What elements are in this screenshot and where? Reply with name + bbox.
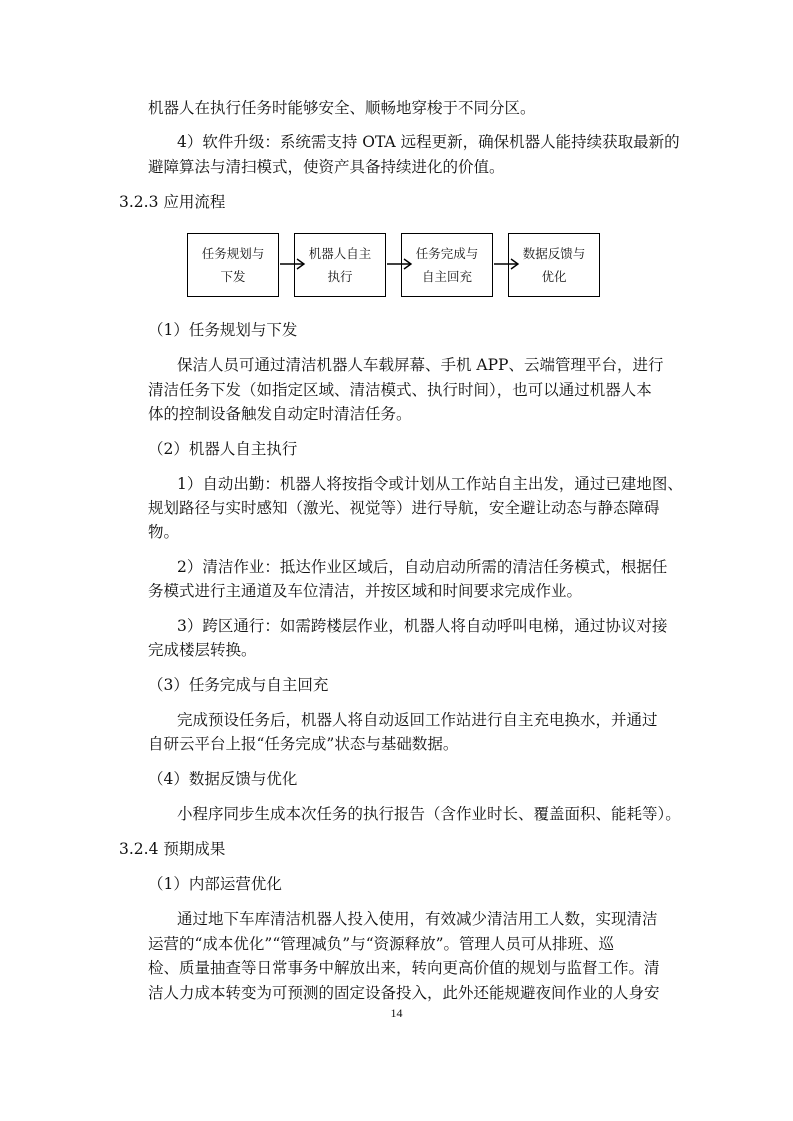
page-number: 14 bbox=[390, 1006, 403, 1020]
paragraph-line: 完成楼层转换。 bbox=[148, 641, 257, 659]
section-heading: 3.2.3 应用流程 bbox=[119, 193, 226, 211]
paragraph-line: 体的控制设备触发自动定时清洁任务。 bbox=[148, 405, 412, 423]
flow-step-1-line-2: 下发 bbox=[220, 269, 246, 284]
paragraph-line: 务模式进行主通道及车位清洁，并按区域和时间要求完成作业。 bbox=[148, 582, 583, 600]
paragraph-line: 保洁人员可通过清洁机器人车载屏幕、手机 APP、云端管理平台，进行 bbox=[177, 356, 664, 374]
paragraph-line: 3）跨区通行：如需跨楼层作业，机器人将自动呼叫电梯，通过协议对接 bbox=[177, 617, 668, 635]
paragraph-line: 物。 bbox=[148, 523, 180, 541]
paragraph-line: 通过地下车库清洁机器人投入使用，有效减少清洁用工人数，实现清洁 bbox=[177, 910, 658, 928]
flow-step-3 bbox=[401, 233, 493, 297]
flow-step-4 bbox=[508, 233, 600, 297]
paragraph-line: 清洁任务下发（如指定区域、清洁模式、执行时间），也可以通过机器人本 bbox=[148, 381, 652, 399]
flow-step-2 bbox=[294, 233, 386, 297]
paragraph-line: 4）软件升级：系统需支持 OTA 远程更新，确保机器人能持续获取最新的 bbox=[177, 133, 680, 151]
subsection-heading: （1）任务规划与下发 bbox=[148, 321, 298, 339]
paragraph-line: 运营的“成本优化”“管理减负”与“资源释放”。管理人员可从排班、巡 bbox=[148, 935, 615, 953]
flow-step-3-line-1: 任务完成与 bbox=[415, 246, 479, 261]
subsection-heading: （2）机器人自主执行 bbox=[148, 440, 298, 458]
paragraph-line: 小程序同步生成本次任务的执行报告（含作业时长、覆盖面积、能耗等）。 bbox=[177, 805, 681, 823]
flow-step-4-line-2: 优化 bbox=[541, 269, 567, 284]
section-heading: 3.2.4 预期成果 bbox=[119, 840, 226, 858]
paragraph-line: 1）自动出勤：机器人将按指令或计划从工作站自主出发，通过已建地图、 bbox=[177, 475, 683, 493]
subsection-heading: （3）任务完成与自主回充 bbox=[148, 676, 329, 694]
paragraph-line: 洁人力成本转变为可预测的固定设备投入，此外还能规避夜间作业的人身安 bbox=[148, 984, 660, 1002]
subsection-heading: （4）数据反馈与优化 bbox=[148, 770, 298, 788]
paragraph-line: 检、质量抽查等日常事务中解放出来，转向更高价值的规划与监督工作。清 bbox=[148, 959, 660, 977]
paragraph-line: 自研云平台上报“任务完成”状态与基础数据。 bbox=[148, 735, 459, 753]
flow-step-4-line-1: 数据反馈与 bbox=[522, 246, 586, 261]
flow-step-1-line-1: 任务规划与 bbox=[201, 246, 265, 261]
paragraph-line: 机器人在执行任务时能够安全、顺畅地穿梭于不同分区。 bbox=[148, 99, 536, 117]
paragraph-line: 2）清洁作业：抵达作业区域后，自动启动所需的清洁任务模式，根据任 bbox=[177, 558, 668, 576]
paragraph-line: 完成预设任务后，机器人将自动返回工作站进行自主充电换水，并通过 bbox=[177, 711, 658, 729]
flow-step-2-line-2: 执行 bbox=[327, 269, 353, 284]
paragraph-line: 规划路径与实时感知（激光、视觉等）进行导航，安全避让动态与静态障碍 bbox=[148, 499, 660, 517]
paragraph-line: 避障算法与清扫模式，使资产具备持续进化的价值。 bbox=[148, 158, 505, 176]
flow-step-2-line-1: 机器人自主 bbox=[308, 246, 372, 261]
flow-step-3-line-2: 自主回充 bbox=[421, 269, 472, 284]
flow-step-1 bbox=[187, 233, 279, 297]
subsection-heading: （1）内部运营优化 bbox=[148, 875, 282, 893]
